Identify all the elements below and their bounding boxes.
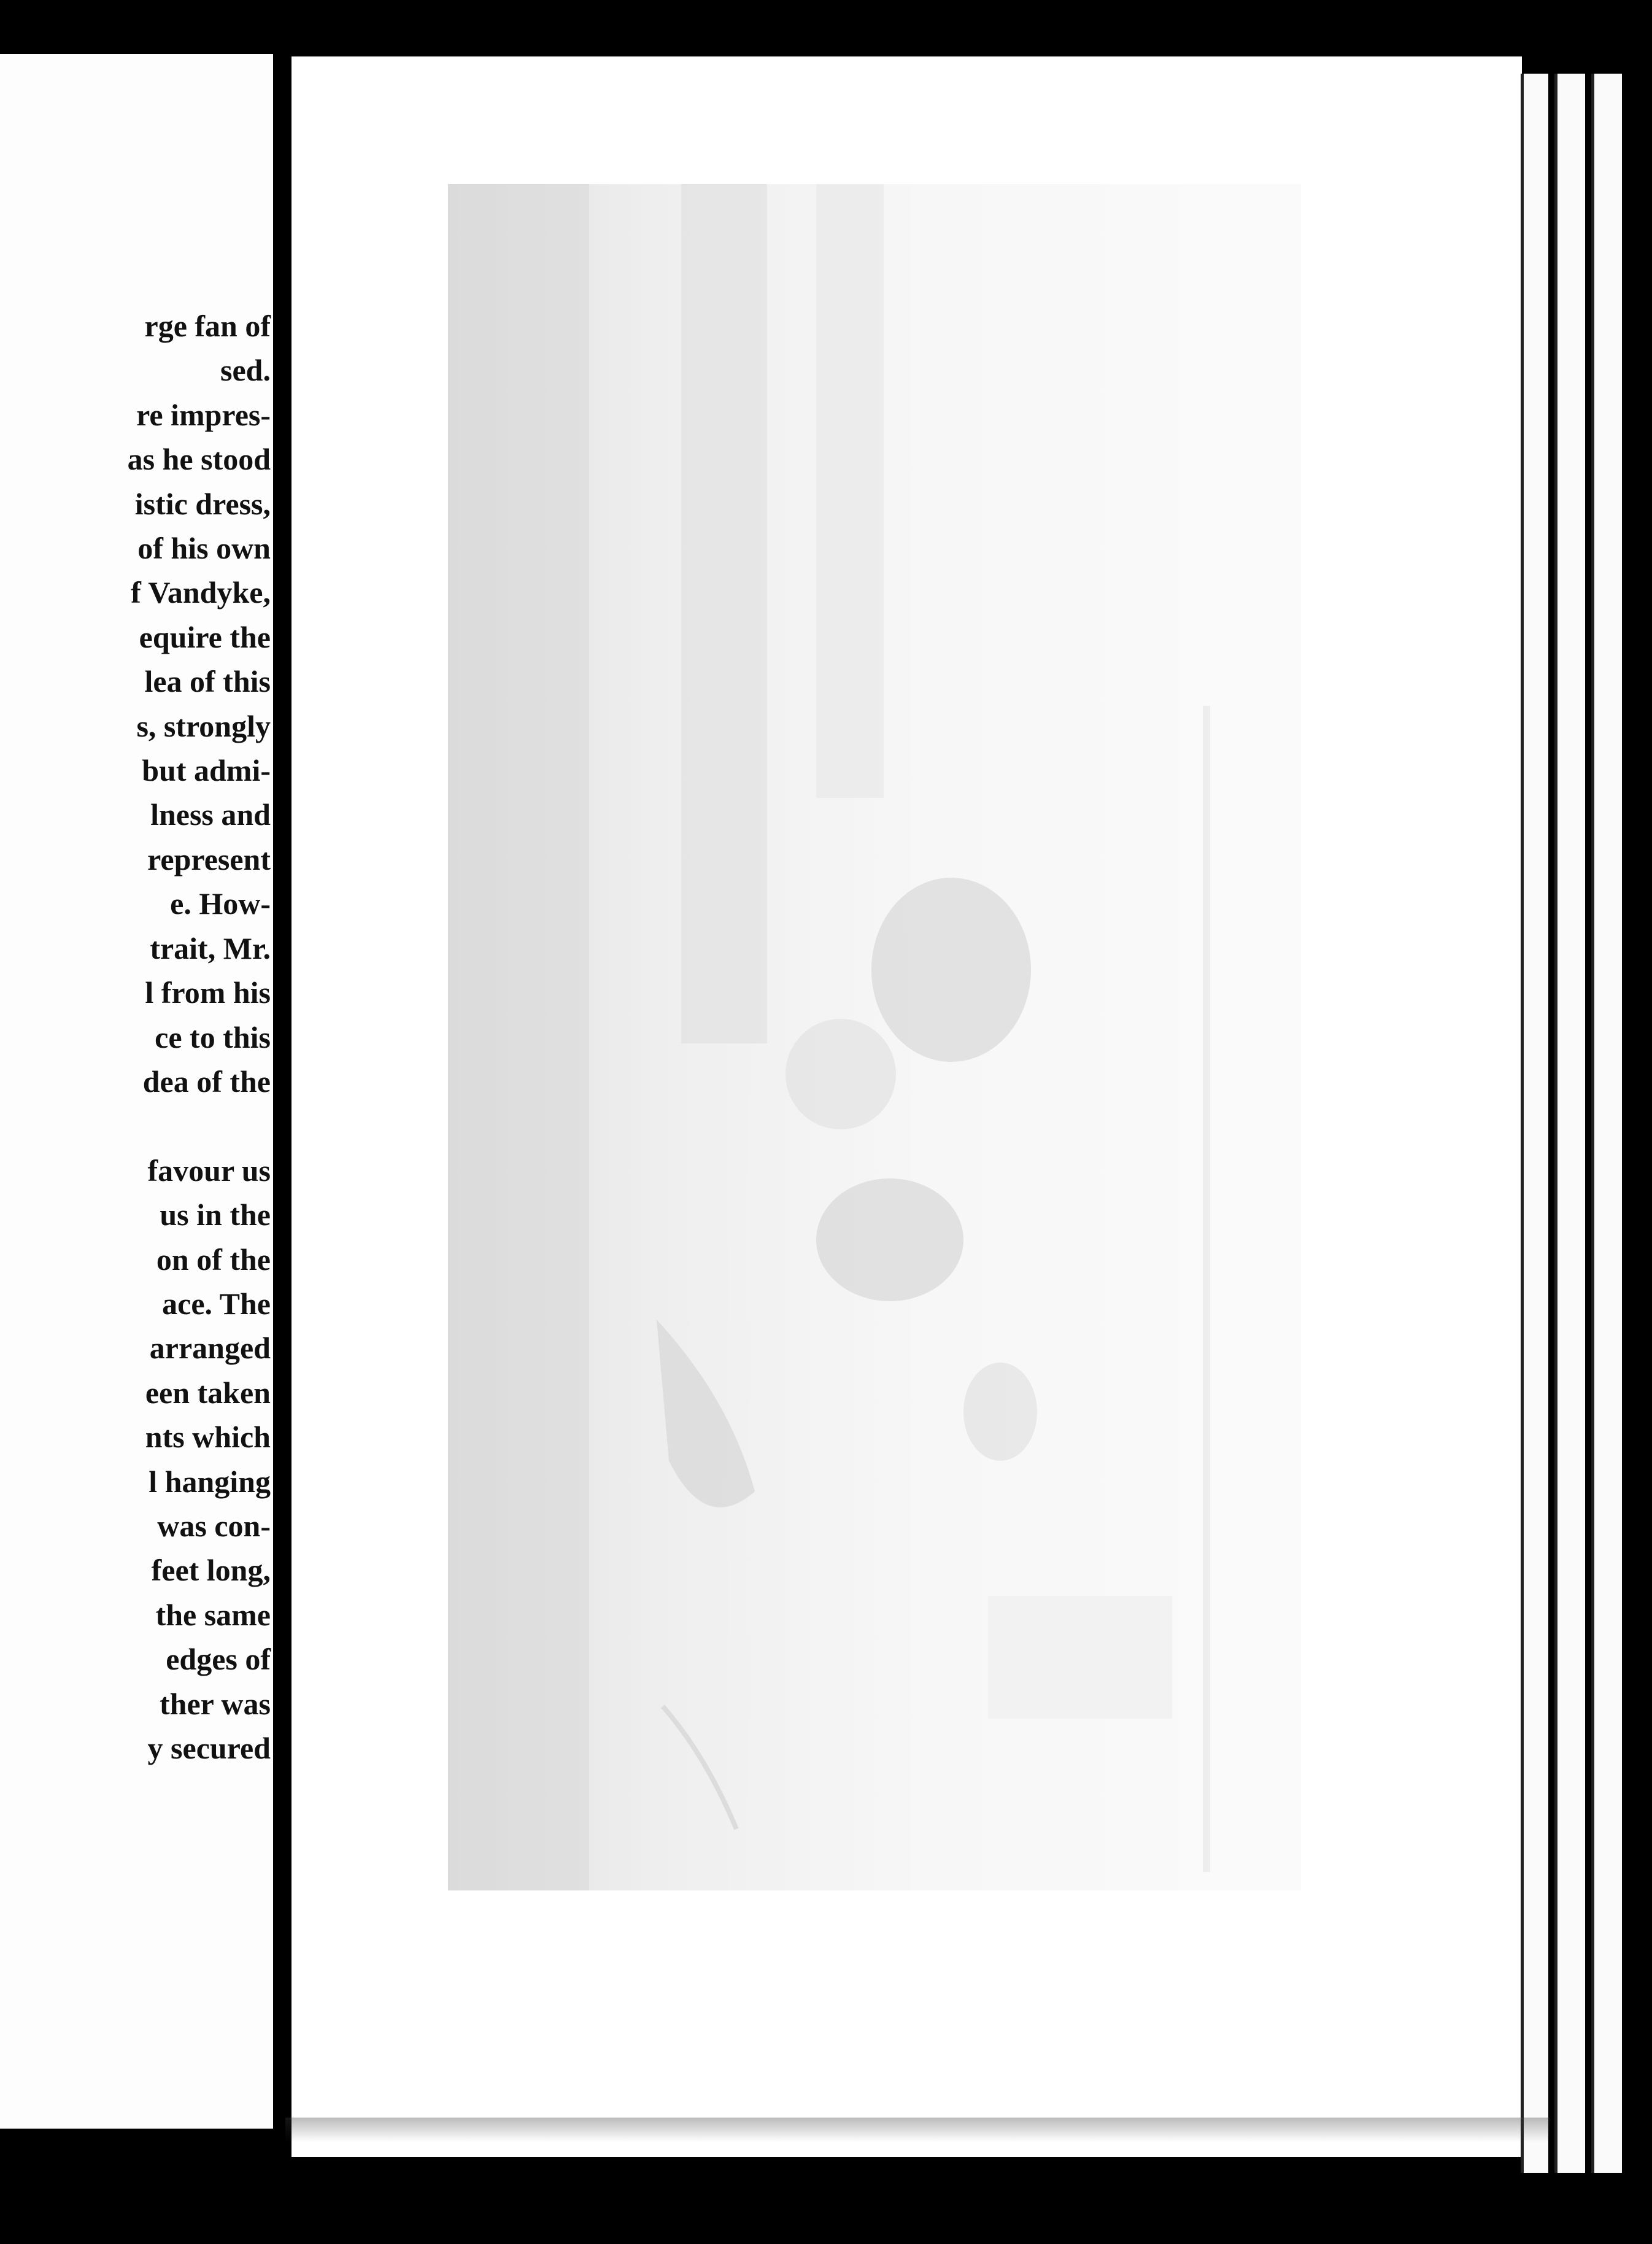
text-line: e. How- [170,886,271,921]
text-line: feet long, [151,1553,271,1588]
text-line: lness and [150,797,271,832]
text-line: us in the [160,1197,271,1232]
engraving-image [448,184,1301,1890]
text-line: f Vandyke, [131,575,271,610]
text-line: favour us [147,1153,271,1188]
page-edges [1521,74,1631,2173]
text-line: trait, Mr. [150,930,271,965]
left-page-text-column [0,304,273,1770]
text-line: lea of this [144,664,271,699]
page-bottom-smudge [285,2118,1550,2142]
text-line: the same [155,1597,271,1632]
text-line: l hanging [149,1464,271,1499]
text-line: as he stood [127,442,271,477]
text-line: ther was [159,1686,271,1721]
page-edge [1591,74,1622,2173]
text-line: nts which [145,1420,271,1455]
text-line: ace. The [162,1286,271,1321]
left-page [0,54,273,2129]
text-line: equire the [139,619,271,654]
text-line: l from his [145,975,271,1010]
faded-engraving-plate [448,184,1301,1890]
page-edge [1554,74,1585,2173]
text-line: istic dress, [134,486,271,521]
text-line: ce to this [155,1019,271,1054]
text-line: represent [147,841,271,876]
text-line: of his own [137,531,271,566]
text-line: was con- [157,1508,271,1543]
text-line: rge fan of [144,309,271,343]
text-line: sed. [220,353,271,388]
text-line: edges of [166,1642,271,1677]
page-edge [1521,74,1548,2173]
text-line: on of the [156,1242,271,1277]
text-line: but admi- [142,753,271,788]
text-line: s, strongly [136,708,271,743]
text-line: een taken [145,1375,271,1410]
text-line: re impres- [136,397,271,432]
text-line: y secured [147,1731,271,1765]
text-line [0,1104,273,1148]
text-line: arranged [149,1331,271,1366]
text-line: dea of the [142,1064,271,1099]
